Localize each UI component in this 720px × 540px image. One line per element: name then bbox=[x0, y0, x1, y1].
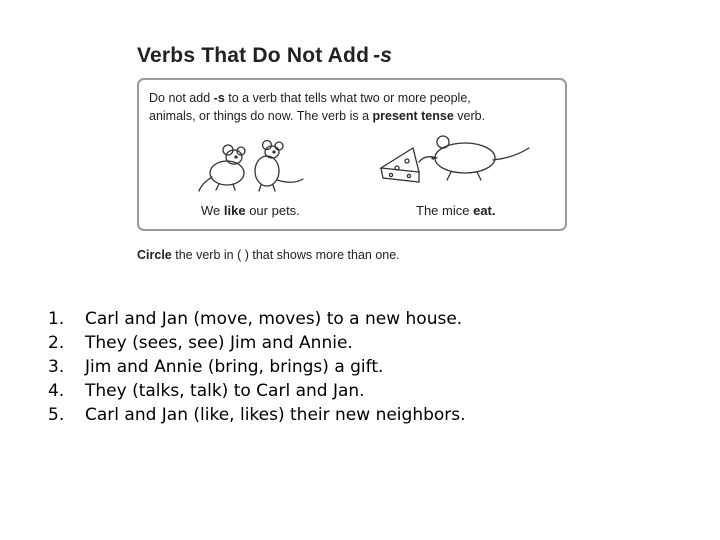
title-main: Verbs That Do Not Add bbox=[137, 44, 370, 67]
rule-line1-pre: Do not add bbox=[149, 91, 211, 105]
mouse-cheese-illustration bbox=[373, 128, 533, 188]
rule-line2-post: verb. bbox=[457, 109, 486, 123]
rule-line1-em: -s bbox=[213, 91, 225, 105]
exercise-number: 2. bbox=[48, 333, 65, 353]
exercise-number: 4. bbox=[48, 381, 65, 401]
caption-left-post: our pets. bbox=[249, 203, 300, 218]
exercise-text: Jim and Annie (bring, brings) a gift. bbox=[85, 357, 384, 377]
instruction-line bbox=[137, 248, 400, 262]
rule-box bbox=[137, 78, 567, 231]
exercise-item bbox=[48, 355, 466, 379]
exercise-text: Carl and Jan (like, likes) their new neighbors. bbox=[85, 405, 466, 425]
exercise-item bbox=[48, 307, 466, 331]
caption-right-verb: eat. bbox=[473, 203, 496, 218]
rule-text bbox=[149, 89, 561, 125]
exercise-text: They (talks, talk) to Carl and Jan. bbox=[85, 381, 365, 401]
exercise-text: They (sees, see) Jim and Annie. bbox=[85, 333, 353, 353]
exercise-item bbox=[48, 403, 466, 427]
exercise-text: Carl and Jan (move, moves) to a new house. bbox=[85, 309, 463, 329]
caption-left-verb: like bbox=[223, 203, 246, 218]
rule-line2-em: present tense bbox=[372, 109, 454, 123]
caption-mice bbox=[416, 203, 496, 218]
instruction-em: Circle bbox=[137, 248, 172, 262]
worksheet-title bbox=[137, 44, 392, 68]
caption-pets bbox=[201, 203, 300, 218]
caption-right-pre: The mice bbox=[416, 203, 470, 218]
exercise-number: 5. bbox=[48, 405, 65, 425]
exercise-number: 1. bbox=[48, 309, 65, 329]
rule-line2-pre: animals, or things do now. The verb is a bbox=[149, 109, 370, 123]
exercise-number: 3. bbox=[48, 357, 65, 377]
exercise-item bbox=[48, 379, 466, 403]
caption-left-pre: We bbox=[201, 203, 221, 218]
title-suffix: -s bbox=[373, 44, 393, 67]
exercise-item bbox=[48, 331, 466, 355]
instruction-text: the verb in ( ) that shows more than one. bbox=[175, 248, 400, 262]
rule-line1-post: to a verb that tells what two or more people, bbox=[228, 91, 471, 105]
exercise-list bbox=[48, 307, 466, 427]
pet-mice-illustration bbox=[197, 135, 307, 195]
